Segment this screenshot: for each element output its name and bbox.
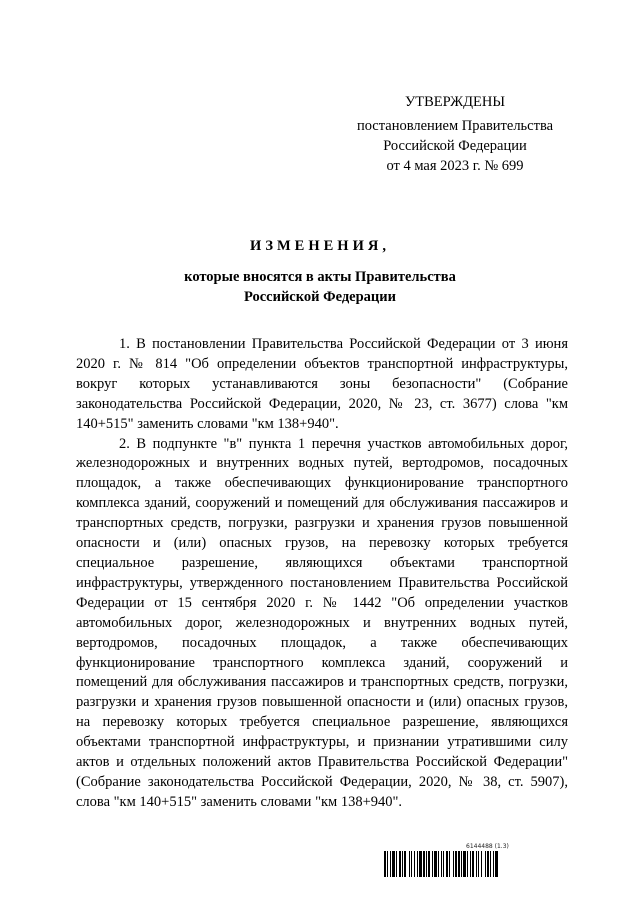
title-subtitle-line-1: которые вносятся в акты Правительства bbox=[184, 269, 456, 285]
barcode-stripe bbox=[498, 851, 499, 877]
approval-line-3: от 4 мая 2023 г. № 699 bbox=[386, 158, 524, 174]
paragraph-1: 1. В постановлении Правительства Российской Федерации от 3 июня 2020 г. № 814 "Об определении объектов транспортной инфраструктуры, вокруг которых устанавливаются зоны безопасности" (Собрание законодательства Российской Федерации, 2020, № 23, ст. 3677) слова "км 140+515" заменить словами "км 138+940". bbox=[76, 336, 568, 432]
approval-block bbox=[330, 92, 580, 176]
title-subtitle-line-2: Российской Федерации bbox=[243, 289, 396, 305]
approval-heading: УТВЕРЖДЕНЫ bbox=[404, 94, 506, 110]
approval-line-1: постановлением Правительства bbox=[356, 118, 554, 134]
barcode bbox=[384, 851, 570, 877]
approval-line-2: Российской Федерации bbox=[383, 138, 527, 154]
document-title bbox=[80, 236, 560, 307]
paragraph-2: 2. В подпункте "в" пункта 1 перечня участков автомобильных дорог, железнодорожных и внутренних водных путей, вертодромов, посадочных площадок, а также обеспечивающих функционирование транспортного комплекса зданий, сооружений и помещений для обслуживания пассажиров и транспортных средств, погрузки, разгрузки и хранения грузов повышенной опасности и (или) опасных грузов, на перевозку которых требуется специальное разрешение, являющихся объектами транспортной инфраструктуры, утвержденного постановлением Правительства Российской Федерации от 15 сентября 2020 г. № 1442 "Об определении участков автомобильных дорог, железнодорожных и внутренних водных путей, вертодромов, посадочных площадок, а также обеспечивающих функционирование транспортного комплекса зданий, сооружений и помещений для обслуживания пассажиров и транспортных средств, погрузки, разгрузки и хранения грузов повышенной опасности и (или) опасных грузов, на перевозку которых требуется специальное разрешение, являющихся объектами транспортной инфраструктуры, и признании утратившими силу актов и отдельных положений актов Правительства Российской Федерации" (Собрание законодательства Российской Федерации, 2020, № 38, ст. 5907), слова "км 140+515" заменить словами "км 138+940". bbox=[76, 435, 568, 810]
title-main: ИЗМЕНЕНИЯ, bbox=[250, 238, 390, 254]
document-code: 6144488 (1.3) bbox=[466, 843, 509, 850]
document-body bbox=[76, 335, 568, 813]
